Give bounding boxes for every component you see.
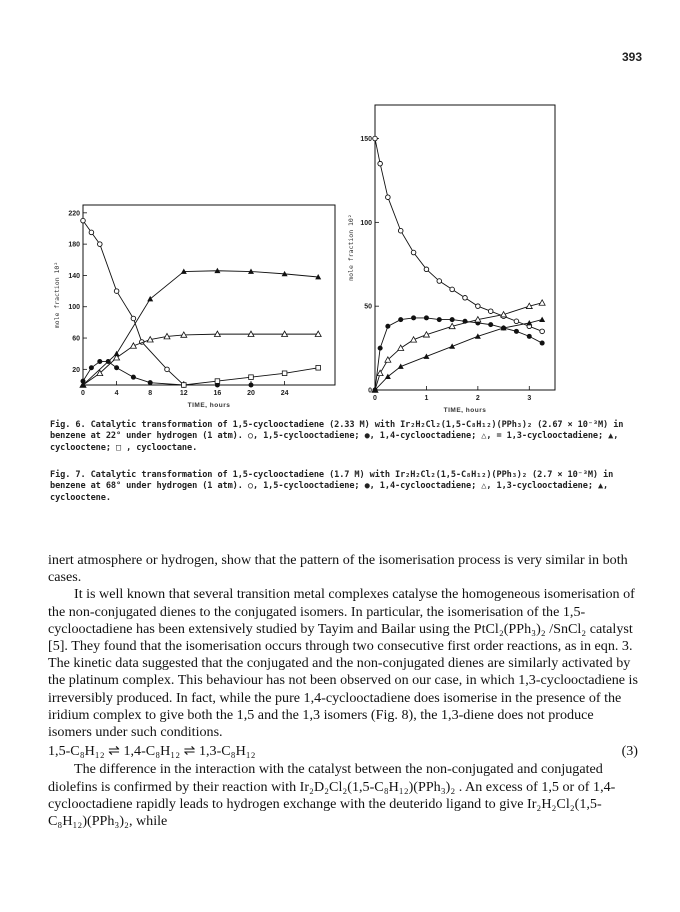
data-point bbox=[114, 351, 120, 356]
plot-frame bbox=[83, 205, 335, 385]
data-point bbox=[411, 250, 416, 255]
data-point bbox=[97, 359, 102, 364]
data-point bbox=[98, 242, 103, 247]
figure-7-chart bbox=[345, 100, 565, 415]
figure-6-caption bbox=[50, 420, 640, 454]
data-point bbox=[378, 161, 383, 166]
data-point bbox=[424, 315, 429, 320]
data-point bbox=[89, 230, 94, 235]
x-tick-label: 0 bbox=[81, 390, 85, 397]
y-tick-label: 180 bbox=[68, 241, 80, 249]
series-1-5-cyclooctadiene bbox=[81, 218, 186, 387]
data-point bbox=[514, 329, 519, 334]
x-axis-label: TIME, hours bbox=[187, 402, 231, 409]
figure-7-caption-text: Fig. 7. Catalytic transformation of 1,5-cyclooctadiene (1.7 M) with Ir₂H₂Cl₂(1,5-C₈H₁₂)(PPh₃)₂ (2.7 × 10⁻³M) in benzene at 68° under hydrogen (1 atm). ○, 1,5-cyclooctadiene; ●, 1,4-cyclooctadiene; △, 1,3-cyclooctadiene; ▲, cyclooctene. bbox=[50, 470, 614, 503]
data-point bbox=[540, 341, 545, 346]
y-tick-label: 20 bbox=[72, 366, 80, 374]
figure-7-caption bbox=[50, 470, 640, 504]
data-point bbox=[282, 371, 287, 376]
y-tick-label: 100 bbox=[360, 219, 372, 227]
data-point bbox=[540, 329, 545, 334]
paragraph-1: inert atmosphere or hydrogen, show that the pattern of the isomerisation process is very similar in both cases. bbox=[48, 552, 628, 586]
data-point bbox=[463, 295, 468, 300]
x-tick-label: 24 bbox=[280, 390, 289, 397]
x-tick-label: 20 bbox=[247, 390, 255, 397]
data-point bbox=[450, 317, 455, 322]
x-tick-label: 2 bbox=[475, 395, 480, 402]
data-point bbox=[398, 317, 403, 322]
data-point bbox=[114, 365, 119, 370]
data-point bbox=[437, 279, 442, 284]
data-point bbox=[424, 267, 429, 272]
data-point bbox=[423, 353, 429, 358]
series-cyclooctene bbox=[372, 317, 545, 393]
x-axis-label: TIME, hours bbox=[443, 407, 487, 414]
page-number: 393 bbox=[621, 50, 642, 64]
data-point bbox=[81, 218, 86, 223]
data-point bbox=[488, 309, 493, 314]
data-point bbox=[539, 317, 545, 322]
data-point bbox=[373, 136, 378, 141]
data-point bbox=[398, 345, 404, 350]
series-line bbox=[375, 318, 542, 390]
data-point bbox=[378, 346, 383, 351]
data-point bbox=[437, 317, 442, 322]
data-point bbox=[316, 365, 321, 370]
paragraph-2: It is well known that several transition metal complexes catalyse the homogeneous isomerisation of the non-conjugated dienes to the conjugated isomers. In particular, the isomerisation of the 1,5-cyclooctadiene has been extensively studied by Tayim and Bailar using the PtCl₂(PPh₃)₂ /SnCl₂ catalyst [5]. They found that the isomerisation occurs through two consecutive first order reactions, as in eqn. 3. The kinetic data suggested that the conjugated and the non-conjugated dienes are similarly activated by the platinum complex. This behaviour has not been observed on our case, in which 1,3-cyclooctadiene is irreversibly produced. In fact, while the pure 1,4-cyclooctadiene does isomerise in the presence of the iridium complex to give both the 1,5 and the 1,3 isomers (Fig. 8), the 1,3-diene does not produce isomers under such conditions. bbox=[48, 586, 638, 741]
data-point bbox=[130, 343, 136, 348]
data-point bbox=[89, 365, 94, 370]
x-tick-label: 1 bbox=[424, 395, 429, 402]
paragraph-3: The difference in the interaction with the catalyst between the non-conjugated and conjugated diolefins is confirmed by their reaction with Ir₂D₂Cl₂(1,5-C₈H₁₂)(PPh₃)₂ . An excess of 1,5 or of 1,4-cyclooctadiene rapidly leads to hydrogen exchange with the deuterido ligand to give Ir₂H₂Cl₂(1,5-C₈H₁₂)(PPh₃)₂, while bbox=[48, 761, 616, 830]
data-point bbox=[148, 380, 153, 385]
data-point bbox=[514, 319, 519, 324]
x-tick-label: 3 bbox=[527, 395, 532, 402]
data-point bbox=[450, 287, 455, 292]
series-1-3-cyclooctadiene bbox=[80, 331, 321, 387]
data-point bbox=[398, 228, 403, 233]
y-tick-label: 150 bbox=[360, 136, 372, 144]
data-point bbox=[249, 383, 254, 388]
data-point bbox=[539, 300, 545, 305]
data-point bbox=[385, 324, 390, 329]
data-point bbox=[488, 322, 493, 327]
data-point bbox=[411, 315, 416, 320]
series-line bbox=[375, 139, 542, 332]
x-tick-label: 8 bbox=[148, 390, 153, 397]
x-tick-label: 4 bbox=[114, 390, 119, 397]
series-1-3-cyclooctadiene bbox=[372, 300, 545, 393]
series-1-5-cyclooctadiene bbox=[373, 136, 545, 333]
data-point bbox=[386, 195, 391, 200]
y-tick-label: 140 bbox=[68, 272, 80, 280]
y-tick-label: 60 bbox=[72, 335, 80, 343]
y-tick-label: 50 bbox=[364, 303, 372, 311]
data-point bbox=[131, 375, 136, 380]
x-tick-label: 12 bbox=[179, 390, 188, 397]
data-point bbox=[215, 379, 220, 384]
x-tick-label: 16 bbox=[213, 390, 222, 397]
y-tick-label: 220 bbox=[68, 210, 80, 218]
x-tick-label: 0 bbox=[373, 395, 377, 402]
data-point bbox=[449, 343, 455, 348]
equation-3 bbox=[48, 743, 638, 760]
y-axis-label: mole fraction 10² bbox=[53, 261, 61, 329]
data-point bbox=[527, 334, 532, 339]
equation-text: 1,5-C₈H₁₂ ⇌ 1,4-C₈H₁₂ ⇌ 1,3-C₈H₁₂ bbox=[48, 743, 256, 760]
figure-6-chart bbox=[55, 200, 345, 415]
series-1-4-cyclooctadiene bbox=[373, 315, 545, 392]
equation-number: (3) bbox=[621, 743, 638, 760]
y-axis-label: mole fraction 10² bbox=[347, 214, 355, 281]
y-tick-label: 0 bbox=[368, 387, 372, 395]
data-point bbox=[182, 383, 187, 388]
data-point bbox=[165, 367, 170, 372]
data-point bbox=[131, 316, 136, 321]
figure-6-caption-text: Fig. 6. Catalytic transformation of 1,5-cyclooctadiene (2.33 M) with Ir₂H₂Cl₂(1,5-C₈H₁₂)(PPh₃)₂ (2.67 × 10⁻³M) in benzene at 22° under hydrogen (1 atm). ○, 1,5-cyclooctadiene; ●, 1,4-cyclooctadiene; △, = 1,3-cyclooctadiene; ▲, cyclooctene; □ , cyclooctane. bbox=[50, 420, 624, 453]
data-point bbox=[398, 364, 404, 369]
data-point bbox=[411, 337, 417, 342]
data-point bbox=[249, 375, 254, 380]
data-point bbox=[377, 370, 383, 375]
body-text bbox=[48, 552, 638, 830]
data-point bbox=[114, 289, 119, 294]
y-tick-label: 100 bbox=[68, 304, 80, 312]
data-point bbox=[476, 304, 481, 309]
